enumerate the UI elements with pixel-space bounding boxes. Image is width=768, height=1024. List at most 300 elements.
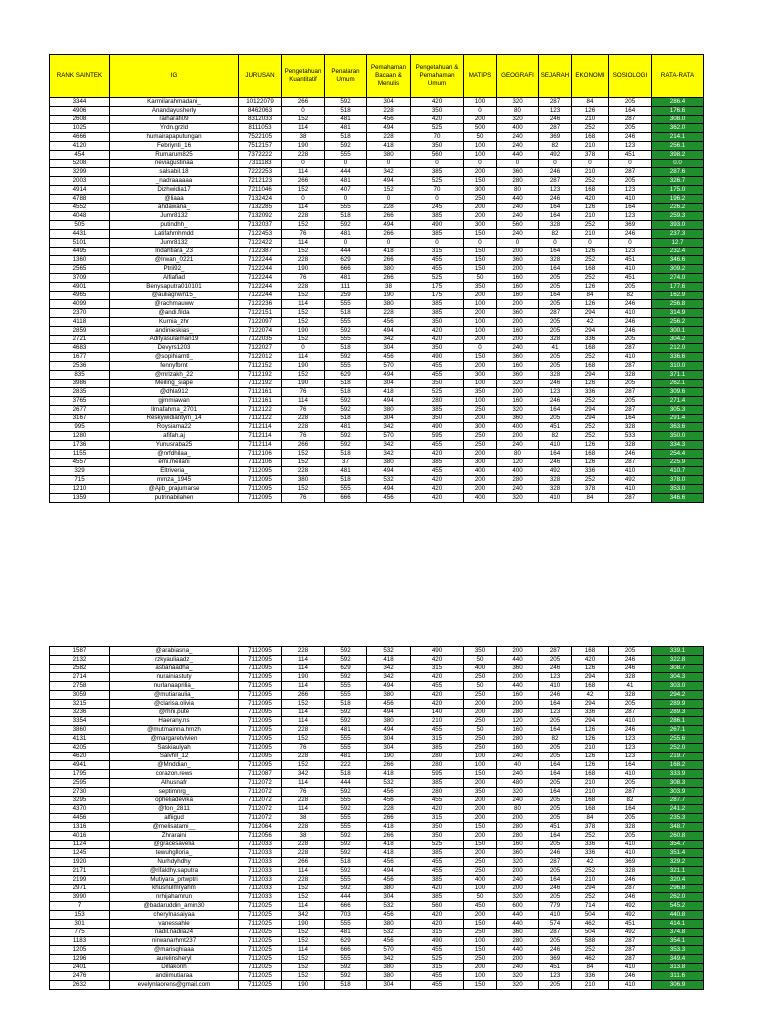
table-cell: 287 <box>539 177 572 186</box>
table-row <box>50 212 704 221</box>
table-cell: 200 <box>464 309 497 318</box>
table-cell: 205 <box>539 752 572 761</box>
table-row <box>50 467 704 476</box>
table-cell: 164 <box>539 770 572 779</box>
table-cell: 592 <box>325 805 367 814</box>
table-row <box>50 344 704 353</box>
table-cell: 555 <box>325 317 367 326</box>
table-cell: 336 <box>572 467 609 476</box>
table-cell: 286.1 <box>652 717 704 726</box>
table-cell: 240 <box>497 963 539 972</box>
table-cell: 385 <box>411 212 464 221</box>
table-cell: 328 <box>539 370 572 379</box>
table-cell: 455 <box>411 858 464 867</box>
table-cell: 168 <box>572 133 609 142</box>
table-cell: 7112095 <box>239 699 282 708</box>
table-cell: 7112025 <box>239 910 282 919</box>
table-cell: 114 <box>282 300 325 309</box>
table-cell: 205 <box>609 699 652 708</box>
table-row <box>50 256 704 265</box>
table-cell: 592 <box>325 717 367 726</box>
table-cell: 200 <box>464 115 497 124</box>
table-cell: 410.7 <box>652 467 704 476</box>
table-cell: 246 <box>609 133 652 142</box>
table-cell: 7112033 <box>239 849 282 858</box>
table-cell: 494 <box>367 726 411 735</box>
table-cell: 481 <box>325 273 367 282</box>
table-cell: 7122244 <box>239 265 282 274</box>
table-cell: 7112095 <box>239 655 282 664</box>
table-cell: 266 <box>367 273 411 282</box>
table-cell: 152 <box>282 115 325 124</box>
table-cell: 304 <box>367 893 411 902</box>
table-cell: 532 <box>367 928 411 937</box>
table-cell: 228 <box>282 414 325 423</box>
table-cell: 481 <box>325 229 367 238</box>
table-cell: 225.9 <box>652 458 704 467</box>
table-cell: 82 <box>609 291 652 300</box>
table-row <box>50 822 704 831</box>
table-cell: 0 <box>497 238 539 247</box>
table-row <box>50 353 704 362</box>
table-cell: 490 <box>411 221 464 230</box>
table-cell: 1359 <box>50 493 110 502</box>
table-cell: 555 <box>325 796 367 805</box>
table-cell: 336 <box>572 840 609 849</box>
table-cell: 304.2 <box>652 335 704 344</box>
table-row <box>50 963 704 972</box>
table-cell: 294 <box>572 673 609 682</box>
table-cell: 164 <box>539 405 572 414</box>
table-cell: 320.4 <box>652 875 704 884</box>
table-cell: 42 <box>572 858 609 867</box>
table-cell: 168 <box>572 449 609 458</box>
table-cell: 240 <box>497 141 539 150</box>
table-cell: 1124 <box>50 840 110 849</box>
table-row <box>50 485 704 494</box>
table-cell: 7112152 <box>239 361 282 370</box>
table-cell: 481 <box>325 726 367 735</box>
table-cell: 164 <box>609 106 652 115</box>
table-cell: 126 <box>572 282 609 291</box>
table-cell: 455 <box>411 946 464 955</box>
table-cell: 0 <box>282 159 325 168</box>
table-row <box>50 397 704 406</box>
table-cell: 555 <box>325 300 367 309</box>
table-cell: @marisqhiaaa <box>110 946 239 955</box>
table-cell: 7112072 <box>239 787 282 796</box>
table-cell: 380 <box>282 476 325 485</box>
table-cell: 532 <box>367 476 411 485</box>
table-cell: 560 <box>411 150 464 159</box>
col-rank: RANK SAINTEK <box>50 55 110 98</box>
table-cell: 3215 <box>50 699 110 708</box>
table-cell: 240 <box>497 441 539 450</box>
table-cell: 246 <box>609 875 652 884</box>
table-cell: 0 <box>497 159 539 168</box>
table-cell: 42 <box>572 690 609 699</box>
table-cell: @fon_2811 <box>110 805 239 814</box>
table-cell: 200 <box>464 831 497 840</box>
table-cell: 7112072 <box>239 814 282 823</box>
table-cell: 7212123 <box>239 177 282 186</box>
table-cell: 250 <box>464 717 497 726</box>
table-cell: 779 <box>539 902 572 911</box>
table-cell: 440.8 <box>652 910 704 919</box>
table-cell: 7112025 <box>239 972 282 981</box>
table-cell: 410 <box>609 770 652 779</box>
table-cell: 450 <box>464 902 497 911</box>
table-cell: 76 <box>282 405 325 414</box>
table-cell: 311.6 <box>652 972 704 981</box>
table-cell: 252 <box>572 177 609 186</box>
table-cell: 492 <box>539 467 572 476</box>
table-cell: 3295 <box>50 796 110 805</box>
table-cell: 205 <box>609 778 652 787</box>
table-cell: 342 <box>367 449 411 458</box>
table-cell: 0 <box>464 238 497 247</box>
table-cell: 252 <box>572 946 609 955</box>
table-row <box>50 493 704 502</box>
table-cell: 336.6 <box>652 353 704 362</box>
table-cell: 50 <box>464 655 497 664</box>
table-cell: 266 <box>367 229 411 238</box>
table-cell: 164 <box>609 805 652 814</box>
table-cell: 100 <box>464 300 497 309</box>
table-cell: 210 <box>572 787 609 796</box>
table-cell: 241.2 <box>652 805 704 814</box>
table-cell: 7112114 <box>239 432 282 441</box>
table-cell: 420 <box>411 449 464 458</box>
table-cell: 385 <box>411 893 464 902</box>
table-cell: 400 <box>464 493 497 502</box>
table-cell: 410 <box>609 849 652 858</box>
table-cell: 303.0 <box>652 682 704 691</box>
table-cell: putrinabilahen <box>110 493 239 502</box>
table-cell: 0 <box>411 238 464 247</box>
table-cell: 336 <box>572 708 609 717</box>
table-cell: humairapaputungan <box>110 133 239 142</box>
table-cell: 38 <box>282 831 325 840</box>
table-cell: 280 <box>411 787 464 796</box>
table-cell: 451 <box>539 423 572 432</box>
table-cell: 289.9 <box>652 699 704 708</box>
table-cell: 2132 <box>50 655 110 664</box>
table-cell: 494 <box>367 124 411 133</box>
table-cell: 280 <box>497 831 539 840</box>
table-cell: 592 <box>325 397 367 406</box>
table-cell: 228 <box>282 467 325 476</box>
table-cell: @Irwan_0221 <box>110 256 239 265</box>
table-cell: Dizhwidia17 <box>110 185 239 194</box>
table-cell: 38 <box>367 282 411 291</box>
table-cell: 205 <box>609 335 652 344</box>
table-cell: 3990 <box>50 893 110 902</box>
table-cell: 418 <box>367 141 411 150</box>
table-cell: 114 <box>282 124 325 133</box>
table-cell: 410 <box>609 194 652 203</box>
table-cell: 205 <box>539 353 572 362</box>
table-cell: 666 <box>325 946 367 955</box>
table-row <box>50 441 704 450</box>
table-cell: 4016 <box>50 831 110 840</box>
table-cell: Anandayusherly <box>110 106 239 115</box>
table-cell: 205 <box>539 814 572 823</box>
table-cell: 494 <box>367 177 411 186</box>
table-cell: 2536 <box>50 361 110 370</box>
table-cell: 320 <box>497 405 539 414</box>
table-cell: 360 <box>497 168 539 177</box>
table-cell: 7122244 <box>239 291 282 300</box>
table-cell: 114 <box>282 353 325 362</box>
table-cell: nurlanaaprilia_ <box>110 682 239 691</box>
table-cell: 2401 <box>50 963 110 972</box>
table-cell: 7512157 <box>239 141 282 150</box>
col-jurusan: JURUSAN <box>239 55 282 98</box>
table-cell: andinieskias_ <box>110 326 239 335</box>
table-cell: 360 <box>497 664 539 673</box>
table-cell: 342 <box>282 770 325 779</box>
table-cell: 250 <box>464 690 497 699</box>
table-cell: 153 <box>50 910 110 919</box>
table-cell: 1316 <box>50 822 110 831</box>
table-cell: 555 <box>325 203 367 212</box>
table-cell: 518 <box>325 133 367 142</box>
table-cell: 545.2 <box>652 902 704 911</box>
table-cell: 7122387 <box>239 247 282 256</box>
table-cell: 42 <box>572 317 609 326</box>
table-cell: 410 <box>609 353 652 362</box>
table-cell: 160 <box>497 726 539 735</box>
table-cell: 1677 <box>50 353 110 362</box>
table-cell: 160 <box>497 840 539 849</box>
table-cell: 205 <box>539 937 572 946</box>
table-cell: Salvhll_12 <box>110 752 239 761</box>
table-cell: 7112025 <box>239 954 282 963</box>
table-cell: 164 <box>539 265 572 274</box>
table-cell: 306.9 <box>652 981 704 990</box>
table-cell: 164 <box>539 761 572 770</box>
table-cell: 350 <box>411 822 464 831</box>
table-cell: 481 <box>325 124 367 133</box>
table-cell: 570 <box>367 432 411 441</box>
table-cell: 592 <box>325 866 367 875</box>
table-cell: 175 <box>411 282 464 291</box>
table-cell: 205 <box>539 805 572 814</box>
table-cell: 205 <box>609 124 652 133</box>
table-cell: 152 <box>282 972 325 981</box>
table-cell: 4118 <box>50 317 110 326</box>
table-cell: 205 <box>609 98 652 107</box>
table-row <box>50 699 704 708</box>
table-cell: 4557 <box>50 458 110 467</box>
table-cell: 328 <box>609 673 652 682</box>
table-cell: 350 <box>411 344 464 353</box>
table-cell: Eltriveria_ <box>110 467 239 476</box>
table-row <box>50 884 704 893</box>
table-cell: 374.8 <box>652 928 704 937</box>
table-row <box>50 247 704 256</box>
table-cell: 114 <box>282 397 325 406</box>
table-row <box>50 194 704 203</box>
table-cell: 1360 <box>50 256 110 265</box>
table-cell: 2835 <box>50 388 110 397</box>
table-cell: 490 <box>411 647 464 656</box>
table-cell: 371.1 <box>652 370 704 379</box>
table-cell: 50 <box>464 133 497 142</box>
table-cell: 164 <box>609 761 652 770</box>
table-cell: 2677 <box>50 405 110 414</box>
table-cell: 555 <box>325 734 367 743</box>
table-cell: 175.0 <box>652 185 704 194</box>
table-cell: 328 <box>609 822 652 831</box>
table-cell: 205 <box>539 981 572 990</box>
table-cell: 287 <box>609 884 652 893</box>
table-row <box>50 893 704 902</box>
table-cell: 7112025 <box>239 981 282 990</box>
table-cell: 152 <box>282 335 325 344</box>
table-cell: 294 <box>572 370 609 379</box>
table-cell: 252 <box>572 866 609 875</box>
table-cell: 555 <box>325 814 367 823</box>
table-cell: 455 <box>411 256 464 265</box>
table-cell: 7122422 <box>239 238 282 247</box>
table-cell: 1587 <box>50 647 110 656</box>
table-row <box>50 682 704 691</box>
table-cell: 10122079 <box>239 98 282 107</box>
table-cell: 456 <box>367 796 411 805</box>
table-cell: 4620 <box>50 752 110 761</box>
table-cell: rzkyauliaadz_ <box>110 655 239 664</box>
table-cell: 84 <box>572 814 609 823</box>
table-cell: 175 <box>411 291 464 300</box>
table-cell: 336 <box>572 972 609 981</box>
table-cell: 420 <box>411 493 464 502</box>
table-cell: 385 <box>411 778 464 787</box>
table-cell: 152 <box>282 937 325 946</box>
table-cell: 228 <box>282 256 325 265</box>
table-cell: Benysaputra010101 <box>110 282 239 291</box>
table-cell: 339.1 <box>652 647 704 656</box>
table-cell: 336 <box>572 849 609 858</box>
table-cell: 320 <box>497 379 539 388</box>
table-cell: 228 <box>282 726 325 735</box>
table-cell: 126 <box>572 106 609 115</box>
table-row <box>50 910 704 919</box>
table-cell: 126 <box>572 247 609 256</box>
table-cell: 385 <box>411 875 464 884</box>
table-cell: @dhla912 <box>110 388 239 397</box>
table-row <box>50 291 704 300</box>
table-cell: 82 <box>609 796 652 805</box>
table-cell: 418 <box>367 849 411 858</box>
table-cell: Jumr8132 <box>110 238 239 247</box>
table-cell: 592 <box>325 405 367 414</box>
table-cell: 200 <box>497 814 539 823</box>
table-cell: 200 <box>497 300 539 309</box>
table-cell: 350 <box>411 141 464 150</box>
table-cell: 350 <box>464 282 497 291</box>
table-row <box>50 458 704 467</box>
table-cell: 4683 <box>50 344 110 353</box>
table-cell: 152 <box>282 458 325 467</box>
table-cell: 82 <box>539 432 572 441</box>
table-cell: 150 <box>464 265 497 274</box>
table-cell: _nadraaaaaa <box>110 177 239 186</box>
table-cell: 126 <box>572 734 609 743</box>
col-geografi: GEOGRAFI <box>497 55 539 98</box>
table-cell: 560 <box>497 221 539 230</box>
table-cell: 76 <box>282 787 325 796</box>
table-cell: 518 <box>325 414 367 423</box>
table-cell: 320 <box>497 972 539 981</box>
table-cell: 410 <box>609 485 652 494</box>
table-cell: 350 <box>464 787 497 796</box>
table-cell: 123 <box>609 185 652 194</box>
table-cell: 210 <box>572 141 609 150</box>
table-cell: 7132285 <box>239 203 282 212</box>
table-cell: 200 <box>497 673 539 682</box>
table-cell: 250 <box>464 928 497 937</box>
table-cell: 7522105 <box>239 133 282 142</box>
table-cell: 455 <box>411 726 464 735</box>
table-cell: 226.2 <box>652 203 704 212</box>
table-cell: 328 <box>609 423 652 432</box>
table-cell: 2565 <box>50 265 110 274</box>
table-cell: 492 <box>609 902 652 911</box>
table-cell: 7112095 <box>239 682 282 691</box>
table-row <box>50 752 704 761</box>
table-cell: 237.3 <box>652 229 704 238</box>
table-cell: 7112025 <box>239 963 282 972</box>
table-cell: 0 <box>539 238 572 247</box>
table-cell: 494 <box>367 682 411 691</box>
table-cell: 350 <box>464 388 497 397</box>
table-cell: @Ajib_prajumarse <box>110 485 239 494</box>
table-cell: 210 <box>572 229 609 238</box>
table-cell: nurainiastuty <box>110 673 239 682</box>
table-row <box>50 937 704 946</box>
table-cell: 304 <box>367 981 411 990</box>
table-cell: 995 <box>50 423 110 432</box>
table-cell: 7 <box>50 902 110 911</box>
table-cell: salsabil.18 <box>110 168 239 177</box>
table-cell: 123 <box>539 185 572 194</box>
table-cell: 294 <box>572 717 609 726</box>
table-cell: 160 <box>497 326 539 335</box>
table-row <box>50 858 704 867</box>
table-cell: 360 <box>497 370 539 379</box>
table-cell: 304 <box>367 734 411 743</box>
table-cell: 7112095 <box>239 717 282 726</box>
table-cell: 100 <box>464 141 497 150</box>
table-cell: 410 <box>609 309 652 318</box>
table-cell: 252 <box>572 124 609 133</box>
table-cell: 200 <box>464 708 497 717</box>
table-row <box>50 106 704 115</box>
table-cell: 190 <box>282 919 325 928</box>
table-cell: 84 <box>572 98 609 107</box>
table-cell: 150 <box>464 919 497 928</box>
table-cell: Indahtiara_23 <box>110 247 239 256</box>
table-cell: 228 <box>282 212 325 221</box>
col-ig: IG <box>110 55 239 98</box>
table-cell: 252 <box>572 432 609 441</box>
table-cell: 152 <box>282 884 325 893</box>
table-row <box>50 928 704 937</box>
table-cell: 7112095 <box>239 752 282 761</box>
table-cell: @melisatami__ <box>110 822 239 831</box>
